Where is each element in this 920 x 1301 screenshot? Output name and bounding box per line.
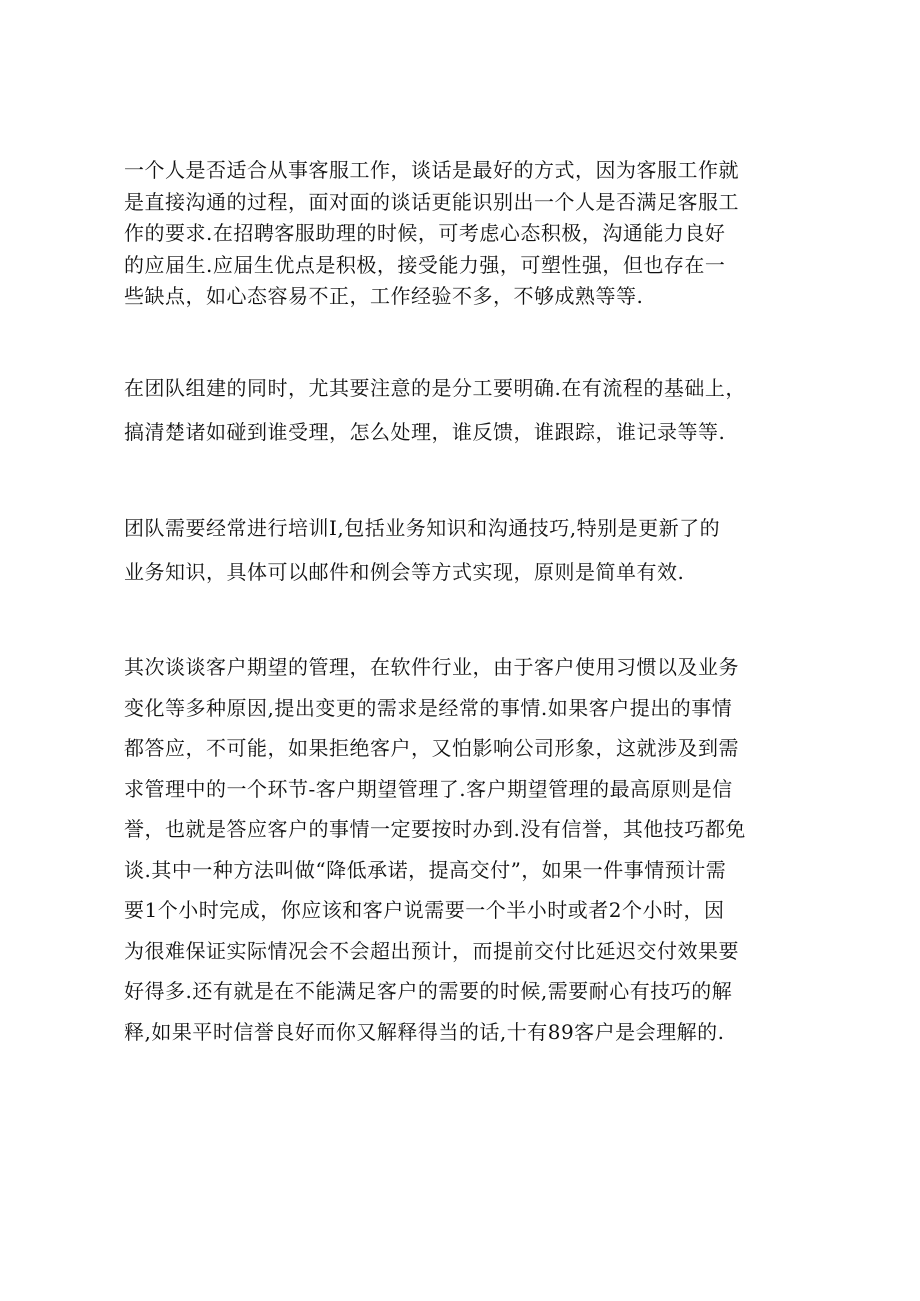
text-line: 释,如果平时信誉良好而你又解释得当的话,十有89客户是会理解的. <box>124 1019 725 1044</box>
text-line: 好得多.还有就是在不能满足客户的需要的时候,需要耐心有技巧的解 <box>124 979 733 1003</box>
text-line: 求管理中的一个环节-客户期望管理了.客户期望管理的最高原则是信 <box>124 776 733 801</box>
text-line: 要1个小时完成，你应该和客户说需要一个半小时或者2个小时，因 <box>124 898 725 922</box>
text-line: 变化等多种原因,提出变更的需求是经常的事情.如果客户提出的事情 <box>124 695 733 720</box>
text-line: 团队需要经常进行培训I,包括业务知识和沟通技巧,特别是更新了的 <box>124 516 721 540</box>
text-line: 业务知识，具体可以邮件和例会等方式实现，原则是简单有效. <box>124 560 685 584</box>
text-line: 在团队组建的同时，尤其要注意的是分工要明确.在有流程的基础上， <box>124 376 746 400</box>
text-line: 其次谈谈客户期望的管理，在软件行业，由于客户使用习惯以及业务 <box>124 655 739 679</box>
text-line: 谈.其中一种方法叫做“降低承诺，提高交付”，如果一件事情预计需 <box>124 857 727 882</box>
text-line: 作的要求.在招聘客服助理的时候，可考虑心态积极，沟通能力良好 <box>124 221 726 245</box>
paragraph-recruiting <box>124 155 814 313</box>
text-line: 誉，也就是答应客户的事情一定要按时办到.没有信誉，其他技巧都免 <box>124 817 746 841</box>
paragraph-training <box>124 506 814 594</box>
paragraph-team-roles <box>124 366 814 454</box>
text-line: 的应届生.应届生优点是积极，接受能力强，可塑性强，但也存在一 <box>124 252 726 277</box>
text-line: 一个人是否适合从事客服工作，谈话是最好的方式，因为客服工作就 <box>124 158 739 182</box>
text-line: 为很难保证实际情况会不会超出预计，而提前交付比延迟交付效果要 <box>124 938 739 963</box>
text-line: 搞清楚诸如碰到谁受理，怎么处理，谁反馈，谁跟踪，谁记录等等. <box>124 420 726 444</box>
paragraph-expectation-management <box>124 647 814 1052</box>
text-line: 都答应，不可能，如果拒绝客户，又怕影响公司形象，这就涉及到需 <box>124 736 739 760</box>
text-line: 些缺点，如心态容易不正，工作经验不多，不够成熟等等. <box>124 284 644 308</box>
text-line: 是直接沟通的过程，面对面的谈话更能识别出一个人是否满足客服工 <box>124 189 739 214</box>
